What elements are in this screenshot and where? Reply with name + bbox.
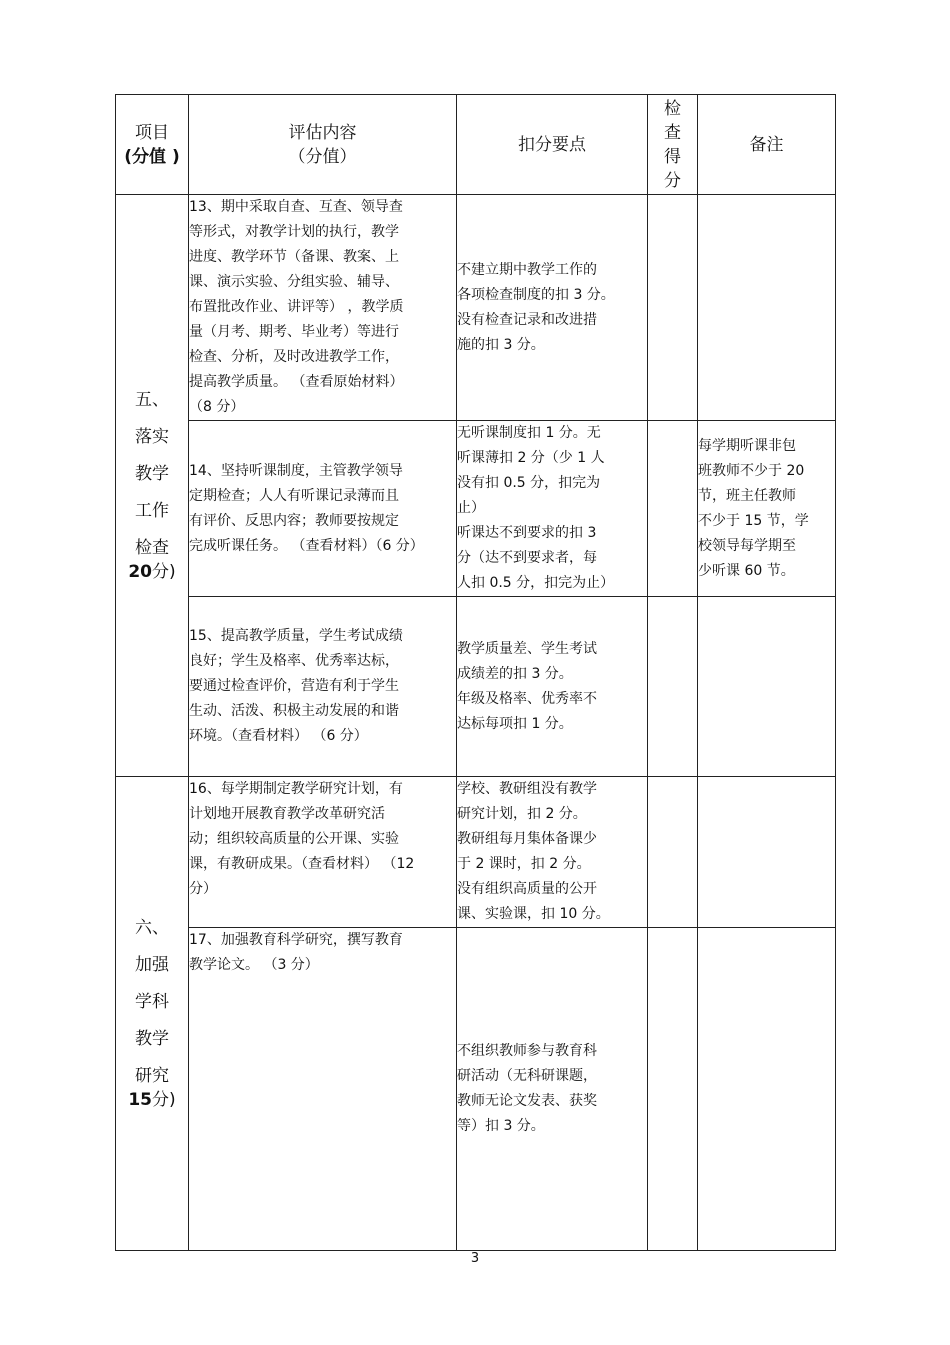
score-cell xyxy=(648,597,698,777)
remark-cell xyxy=(698,597,836,777)
header-row xyxy=(116,95,836,195)
deduction-cell: 无听课制度扣 1 分。无 听课薄扣 2 分（少 1 人 没有扣 0.5 分，扣完为 止） 听课达不到要求的扣 3 分（达不到要求者，每 人扣 0.5 分，扣完为止） xyxy=(457,421,648,597)
deduction-cell: 教学质量差、学生考试 成绩差的扣 3 分。 年级及格率、优秀率不 达标每项扣 1 分。 xyxy=(457,597,648,777)
content-cell: 13、期中采取自查、互查、领导查 等形式，对教学计划的执行，教学 进度、教学环节（备课、教案、上 课、演示实验、分组实验、辅导、 布置批改作业、讲评等） ，教学质 量（月考、期考、毕业考）等进行 检查、分析，及时改进教学工作， 提高教学质量。 （查看原始材料） （8 分） xyxy=(189,195,457,421)
score-cell xyxy=(648,421,698,597)
section-line: 检查 xyxy=(135,537,169,558)
section-score-unit: 分) xyxy=(152,1089,176,1110)
section-line: 落实 xyxy=(135,426,169,447)
section-line: 研究 xyxy=(135,1065,169,1086)
content-cell: 14、坚持听课制度，主管教学领导 定期检查；人人有听课记录薄而且 有评价、反思内容；教师要按规定 完成听课任务。 （查看材料）（6 分） xyxy=(189,421,457,597)
section-score-number: 20 xyxy=(128,561,153,582)
section-line: 五、 xyxy=(135,389,169,410)
section-score xyxy=(116,560,188,584)
remark-cell xyxy=(698,928,836,1251)
score-cell xyxy=(648,928,698,1251)
header-deduction: 扣分要点 xyxy=(457,95,648,195)
header-content-label: 评估内容 xyxy=(288,122,357,143)
table-row xyxy=(116,195,836,421)
table-row xyxy=(116,421,836,597)
remark-cell: 每学期听课非包 班教师不少于 20 节，班主任教师 不少于 15 节，学 校领导每学期至 少听课 60 节。 xyxy=(698,421,836,597)
deduction-cell: 不组织教师参与教育科 研活动（无科研课题， 教师无论文发表、获奖 等）扣 3 分。 xyxy=(457,928,648,1251)
section-line: 加强 xyxy=(135,954,169,975)
section-line: 工作 xyxy=(135,500,169,521)
header-content-sub: （分值） xyxy=(288,146,357,167)
section-label-5 xyxy=(116,195,189,777)
header-item-label: 项目 xyxy=(135,122,169,143)
section-score-unit: 分) xyxy=(152,561,176,582)
header-item xyxy=(116,95,189,195)
content-cell: 15、提高教学质量，学生考试成绩 良好；学生及格率、优秀率达标， 要通过检查评价，营造有利于学生 生动、活泼、积极主动发展的和谐 环境。（查看材料） （6 分） xyxy=(189,597,457,777)
deduction-cell: 学校、教研组没有教学 研究计划，扣 2 分。 教研组每月集体备课少 于 2 课时，扣 2 分。 没有组织高质量的公开 课、实验课，扣 10 分。 xyxy=(457,777,648,928)
section-score-number: 15 xyxy=(128,1089,153,1110)
deduction-cell: 不建立期中教学工作的 各项检查制度的扣 3 分。 没有检查记录和改进措 施的扣 3 分。 xyxy=(457,195,648,421)
section-line: 教学 xyxy=(135,463,169,484)
section-score xyxy=(116,1088,188,1112)
section-label-6 xyxy=(116,777,189,1251)
remark-cell xyxy=(698,195,836,421)
table-row xyxy=(116,777,836,928)
header-remark: 备注 xyxy=(698,95,836,195)
section-line: 六、 xyxy=(135,917,169,938)
page-number: 3 xyxy=(470,1251,480,1266)
remark-cell xyxy=(698,777,836,928)
section-line: 学科 xyxy=(135,991,169,1012)
table-row xyxy=(116,928,836,1251)
table-row xyxy=(116,597,836,777)
evaluation-table xyxy=(115,94,836,1251)
content-cell: 16、每学期制定教学研究计划，有 计划地开展教育教学改革研究活 动；组织较高质量的公开课、实验 课，有教研成果。（查看材料） （12 分） xyxy=(189,777,457,928)
content-cell: 17、加强教育科学研究，撰写教育 教学论文。 （3 分） xyxy=(189,928,457,1251)
header-item-sub: (分值 ) xyxy=(124,146,180,167)
header-check-score xyxy=(648,95,698,195)
header-check-label: 检 查 得 分 xyxy=(664,98,681,191)
score-cell xyxy=(648,777,698,928)
header-content xyxy=(189,95,457,195)
score-cell xyxy=(648,195,698,421)
section-line: 教学 xyxy=(135,1028,169,1049)
